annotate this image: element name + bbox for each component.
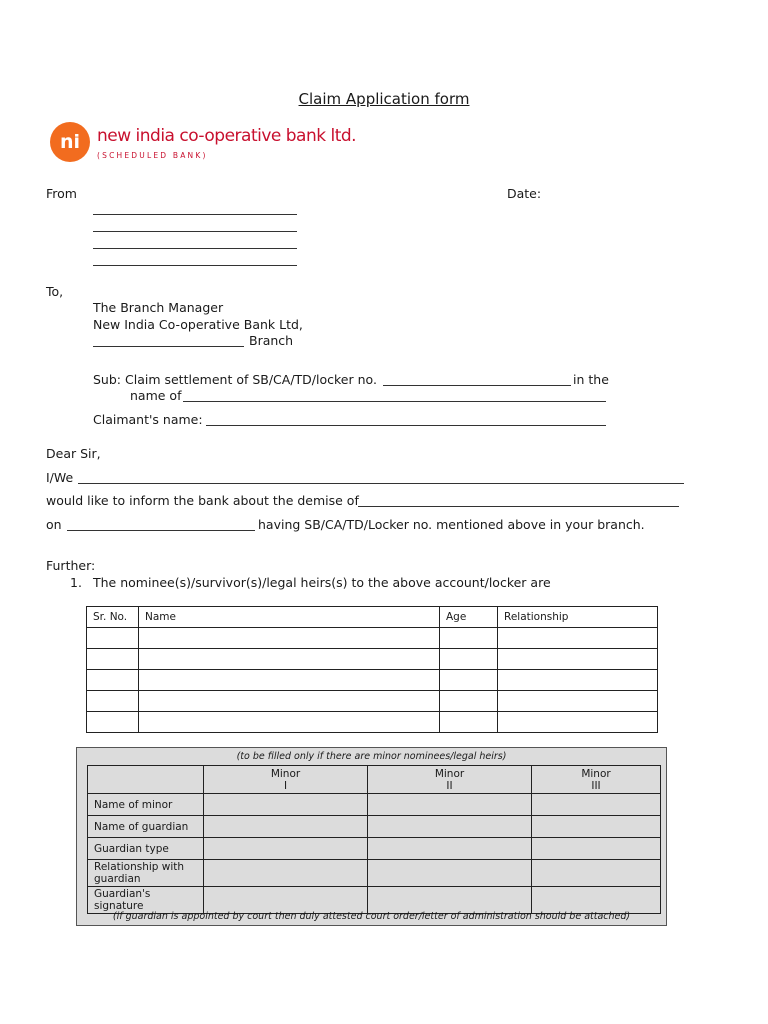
- cell-minor-2[interactable]: [368, 860, 532, 887]
- claimant-names-field[interactable]: [78, 483, 684, 484]
- row-label-name-of-guardian: Name of guardian: [88, 816, 204, 838]
- table-row: [87, 649, 658, 670]
- cell-relationship[interactable]: [498, 670, 658, 691]
- cell-minor-2[interactable]: [368, 838, 532, 860]
- item-1-text: The nominee(s)/survivor(s)/legal heirs(s) to the above account/locker are: [93, 575, 551, 590]
- minor-header-3: Minor III: [532, 766, 661, 794]
- minor-guardian-table: [87, 765, 661, 914]
- from-address-line-2[interactable]: [93, 231, 297, 232]
- bank-logo-icon: ni: [50, 122, 90, 162]
- bank-name: new india co-operative bank ltd.: [97, 126, 357, 146]
- row-label-guardian-signature: Guardian's signature: [88, 887, 204, 914]
- table-row: [88, 816, 661, 838]
- table-row: [88, 838, 661, 860]
- header-age: Age: [440, 607, 498, 628]
- row-label-guardian-type: Guardian type: [88, 838, 204, 860]
- cell-name[interactable]: [139, 691, 440, 712]
- cell-minor-3[interactable]: [532, 860, 661, 887]
- addressee-line-1: The Branch Manager: [93, 300, 224, 315]
- cell-minor-2[interactable]: [368, 816, 532, 838]
- table-row: [88, 794, 661, 816]
- minor-note-bottom: (if guardian is appointed by court then duly attested court order/letter of administration should be attached): [112, 911, 631, 922]
- name-of-label: name of: [130, 388, 182, 403]
- minor-header-2: Minor II: [368, 766, 532, 794]
- cell-sr-no[interactable]: [87, 649, 139, 670]
- minor-header-blank: [88, 766, 204, 794]
- cell-name[interactable]: [139, 649, 440, 670]
- cell-sr-no[interactable]: [87, 670, 139, 691]
- table-row: [87, 628, 658, 649]
- cell-minor-1[interactable]: [204, 887, 368, 914]
- cell-minor-3[interactable]: [532, 794, 661, 816]
- having-text: having SB/CA/TD/Locker no. mentioned above in your branch.: [258, 517, 645, 532]
- cell-sr-no[interactable]: [87, 712, 139, 733]
- branch-label: Branch: [249, 333, 294, 348]
- from-address-line-3[interactable]: [93, 248, 297, 249]
- in-the-label: in the: [573, 372, 609, 387]
- cell-relationship[interactable]: [498, 649, 658, 670]
- cell-sr-no[interactable]: [87, 691, 139, 712]
- minor-guardian-section: [76, 747, 667, 926]
- table-row: [88, 887, 661, 914]
- minor-header-1: Minor I: [204, 766, 368, 794]
- inform-text: would like to inform the bank about the demise of: [46, 493, 359, 508]
- cell-minor-3[interactable]: [532, 816, 661, 838]
- cell-relationship[interactable]: [498, 628, 658, 649]
- table-header-row: [87, 607, 658, 628]
- item-1-number: 1.: [70, 575, 82, 590]
- claimant-name-field[interactable]: [206, 425, 606, 426]
- iwe-label: I/We: [46, 470, 74, 485]
- table-row: [88, 860, 661, 887]
- cell-minor-2[interactable]: [368, 887, 532, 914]
- account-number-field[interactable]: [383, 385, 571, 386]
- branch-name-field[interactable]: [93, 346, 244, 347]
- deceased-name-field[interactable]: [358, 506, 679, 507]
- row-label-name-of-minor: Name of minor: [88, 794, 204, 816]
- row-label-relationship-with-guardian: Relationship with guardian: [88, 860, 204, 887]
- cell-name[interactable]: [139, 670, 440, 691]
- cell-age[interactable]: [440, 649, 498, 670]
- cell-age[interactable]: [440, 670, 498, 691]
- from-address-line-4[interactable]: [93, 265, 297, 266]
- cell-minor-1[interactable]: [204, 860, 368, 887]
- cell-minor-1[interactable]: [204, 816, 368, 838]
- from-label: From: [46, 186, 77, 201]
- page-title: Claim Application form: [298, 90, 470, 108]
- further-label: Further:: [46, 558, 96, 573]
- cell-sr-no[interactable]: [87, 628, 139, 649]
- salutation: Dear Sir,: [46, 446, 101, 461]
- header-sr-no: Sr. No.: [87, 607, 139, 628]
- cell-name[interactable]: [139, 628, 440, 649]
- header-relationship: Relationship: [498, 607, 658, 628]
- claimant-name-label: Claimant's name:: [93, 412, 203, 427]
- addressee-line-2: New India Co-operative Bank Ltd,: [93, 317, 303, 332]
- on-label: on: [46, 517, 62, 532]
- date-of-death-field[interactable]: [67, 530, 255, 531]
- table-row: [87, 691, 658, 712]
- bank-tagline: (SCHEDULED BANK): [97, 151, 208, 160]
- cell-age[interactable]: [440, 691, 498, 712]
- cell-relationship[interactable]: [498, 691, 658, 712]
- cell-minor-3[interactable]: [532, 838, 661, 860]
- cell-minor-3[interactable]: [532, 887, 661, 914]
- cell-minor-2[interactable]: [368, 794, 532, 816]
- nominee-table: [86, 606, 658, 733]
- cell-minor-1[interactable]: [204, 794, 368, 816]
- to-label: To,: [46, 284, 64, 299]
- cell-age[interactable]: [440, 712, 498, 733]
- account-holder-name-field[interactable]: [183, 401, 606, 402]
- header-name: Name: [139, 607, 440, 628]
- cell-name[interactable]: [139, 712, 440, 733]
- date-label: Date:: [507, 186, 542, 201]
- table-row: [87, 670, 658, 691]
- subject-text: Claim settlement of SB/CA/TD/locker no.: [125, 372, 377, 387]
- cell-minor-1[interactable]: [204, 838, 368, 860]
- table-row: [87, 712, 658, 733]
- cell-relationship[interactable]: [498, 712, 658, 733]
- from-address-line-1[interactable]: [93, 214, 297, 215]
- minor-note-top: (to be filled only if there are minor nominees/legal heirs): [236, 751, 507, 762]
- minor-header-row: [88, 766, 661, 794]
- cell-age[interactable]: [440, 628, 498, 649]
- subject-label: Sub:: [93, 372, 122, 387]
